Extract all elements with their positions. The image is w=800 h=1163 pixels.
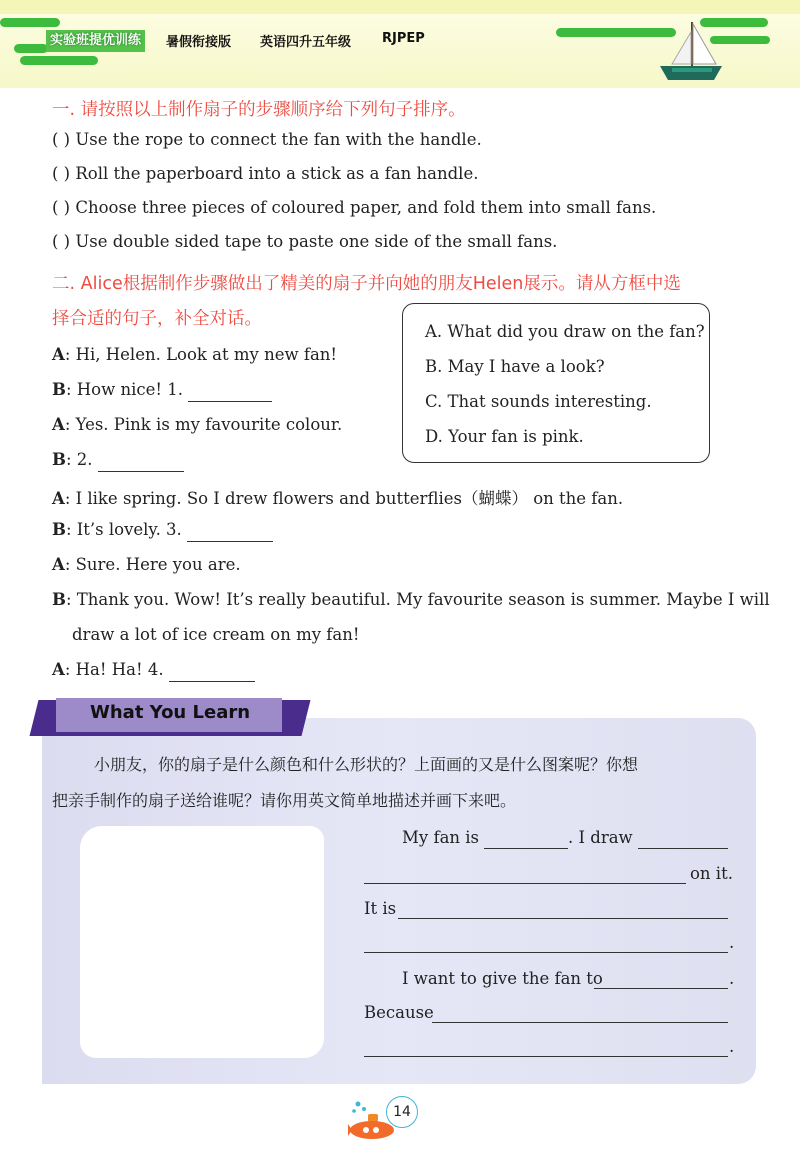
dialogue-text: : I like spring. So I drew flowers and butterflies（蝴蝶） on the fan. — [64, 489, 624, 508]
dialogue-line — [52, 590, 770, 609]
speaker-label: B — [52, 450, 66, 469]
sailboat-icon — [656, 20, 726, 84]
order-item-1: ( ) Use the rope to connect the fan with the handle. — [52, 130, 482, 149]
dialogue-line — [52, 345, 337, 364]
dialogue-text: : It’s lovely. 3. — [65, 520, 188, 539]
option-d: D. Your fan is pink. — [425, 427, 584, 446]
drawing-area[interactable] — [80, 826, 324, 1058]
subject-label: 英语四升五年级 — [260, 35, 352, 50]
dialogue-text: : Ha! Ha! 4. — [64, 660, 169, 679]
answer-blank-4[interactable] — [169, 662, 255, 682]
speaker-label: A — [52, 345, 65, 364]
page-number: 14 — [386, 1096, 418, 1128]
because-blank[interactable] — [432, 1022, 728, 1023]
section2-title-line1: 二. Alice根据制作步骤做出了精美的扇子并向她的朋友Helen展示。请从方框中选 — [52, 274, 681, 294]
period-mark: . — [729, 969, 735, 988]
section2-title-line2: 择合适的句子，补全对话。 — [52, 309, 262, 329]
wyl-prompt-line1: 小朋友，你的扇子是什么颜色和什么形状的？上面画的又是什么图案呢？你想 — [94, 755, 639, 774]
i-draw-label: . I draw — [568, 828, 633, 847]
page-header — [0, 0, 800, 88]
options-box — [402, 303, 710, 463]
dialogue-text: : How nice! 1. — [65, 380, 189, 399]
dialogue-text: draw a lot of ice cream on my fan! — [72, 625, 360, 644]
dialogue-text: : Thank you. Wow! It’s really beautiful. My favourite season is summer. Maybe I will — [65, 590, 770, 609]
dialogue-line — [52, 520, 273, 542]
dialogue-text: : Sure. Here you are. — [64, 555, 241, 574]
dialogue-line — [52, 415, 342, 434]
speaker-label: A — [52, 415, 65, 434]
order-item-4: ( ) Use double sided tape to paste one side of the small fans. — [52, 232, 558, 251]
dialogue-text: : 2. — [65, 450, 98, 469]
dialogue-line — [52, 450, 184, 472]
section1-title: 一. 请按照以上制作扇子的步骤顺序给下列句子排序。 — [52, 100, 466, 120]
speaker-label: A — [52, 555, 65, 574]
speaker-label: A — [52, 489, 65, 508]
it-is-blank[interactable] — [398, 918, 728, 919]
give-label: I want to give the fan to — [402, 969, 603, 988]
speaker-label: B — [52, 380, 66, 399]
my-fan-label: My fan is — [402, 828, 480, 847]
speaker-label: B — [52, 520, 66, 539]
on-it-label: on it. — [690, 864, 733, 883]
header-decor-bar — [0, 18, 60, 27]
answer-blank-3[interactable] — [187, 522, 273, 542]
dialogue-line — [52, 380, 272, 402]
it-is-label: It is — [364, 899, 397, 918]
fan-color-blank[interactable] — [484, 848, 568, 849]
option-c: C. That sounds interesting. — [425, 392, 652, 411]
period-mark: . — [729, 1037, 735, 1056]
option-a: A. What did you draw on the fan? — [425, 322, 705, 341]
header-decor-bar — [20, 56, 98, 65]
dialogue-text: : Yes. Pink is my favourite colour. — [64, 415, 343, 434]
dialogue-line — [52, 555, 241, 574]
answer-blank-2[interactable] — [98, 452, 184, 472]
series-title: 实验班提优训练 — [46, 30, 145, 52]
order-item-3: ( ) Choose three pieces of coloured paper, and fold them into small fans. — [52, 198, 657, 217]
dialogue-line — [52, 485, 623, 509]
dialogue-line — [52, 660, 255, 682]
give-blank[interactable] — [594, 988, 728, 989]
wyl-prompt-line2: 把亲手制作的扇子送给谁呢？请你用英文简单地描述并画下来吧。 — [52, 791, 517, 810]
draw-blank-continued[interactable] — [364, 883, 686, 884]
draw-blank[interactable] — [638, 848, 728, 849]
it-is-blank-continued[interactable] — [364, 952, 728, 953]
dialogue-line — [72, 625, 359, 644]
edition-label: 暑假衔接版 — [166, 35, 232, 50]
period-mark: . — [729, 933, 735, 952]
because-label: Because — [364, 1003, 434, 1022]
dialogue-text: : Hi, Helen. Look at my new fan! — [64, 345, 338, 364]
header-decor-bar — [14, 44, 48, 53]
speaker-label: B — [52, 590, 66, 609]
what-you-learn-title: What You Learn — [90, 702, 251, 723]
version-label: RJPEP — [382, 31, 425, 46]
because-blank-continued[interactable] — [364, 1056, 728, 1057]
speaker-label: A — [52, 660, 65, 679]
header-band — [0, 0, 800, 14]
order-item-2: ( ) Roll the paperboard into a stick as a fan handle. — [52, 164, 479, 183]
answer-blank-1[interactable] — [188, 382, 272, 402]
option-b: B. May I have a look? — [425, 357, 605, 376]
